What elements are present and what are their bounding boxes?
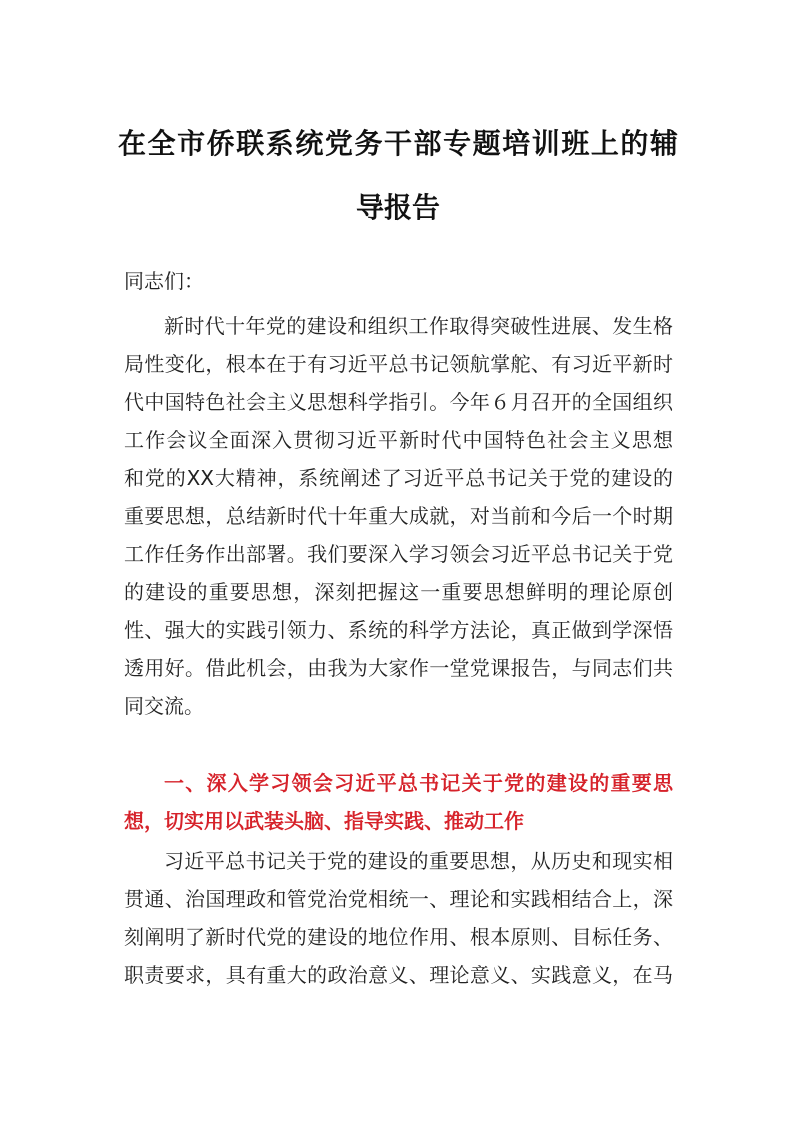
paragraph-1-line: 工作任务作出部署。我们要深入学习领会习近平总书记关于党 [124,542,673,566]
salutation: 同志们： [124,269,204,293]
paragraph-1-line: 局性变化，根本在于有习近平总书记领航掌舵、有习近平新时 [124,352,673,376]
paragraph-2-line: 习近平总书记关于党的建设的重要思想，从历史和现实相 [164,849,673,873]
paragraph-2-line: 贯通、治国理政和管党治党相统一、理论和实践相结合上，深 [124,887,673,911]
section-heading-1-line: 一、深入学习领会习近平总书记关于党的建设的重要思 [164,771,673,795]
paragraph-1-line: 的建设的重要思想，深刻把握这一重要思想鲜明的理论原创 [124,580,673,604]
document-title-line-1: 在全市侨联系统党务干部专题培训班上的辅 [118,127,678,160]
paragraph-1-line: 工作会议全面深入贯彻习近平新时代中国特色社会主义思想 [124,428,673,452]
paragraph-1-line: 新时代十年党的建设和组织工作取得突破性进展、发生格 [164,314,673,338]
paragraph-1-line: 性、强大的实践引领力、系统的科学方法论，真正做到学深悟 [124,618,673,642]
paragraph-1-line: 代中国特色社会主义思想科学指引。今年６月召开的全国组织 [124,390,673,414]
paragraph-1-line: 同交流。 [124,694,204,718]
paragraph-1-line: 透用好。借此机会，由我为大家作一堂党课报告，与同志们共 [124,656,673,680]
paragraph-1-line: 和党的XX大精神，系统阐述了习近平总书记关于党的建设的 [124,466,673,490]
paragraph-1-line: 重要思想，总结新时代十年重大成就，对当前和今后一个时期 [124,504,673,528]
paragraph-2-line: 职责要求，具有重大的政治意义、理论意义、实践意义，在马 [124,963,673,987]
section-heading-1-line: 想，切实用以武装头脑、指导实践、推动工作 [124,809,524,833]
document-title-line-2: 导报告 [355,191,440,224]
paragraph-2-line: 刻阐明了新时代党的建设的地位作用、根本原则、目标任务、 [124,925,673,949]
